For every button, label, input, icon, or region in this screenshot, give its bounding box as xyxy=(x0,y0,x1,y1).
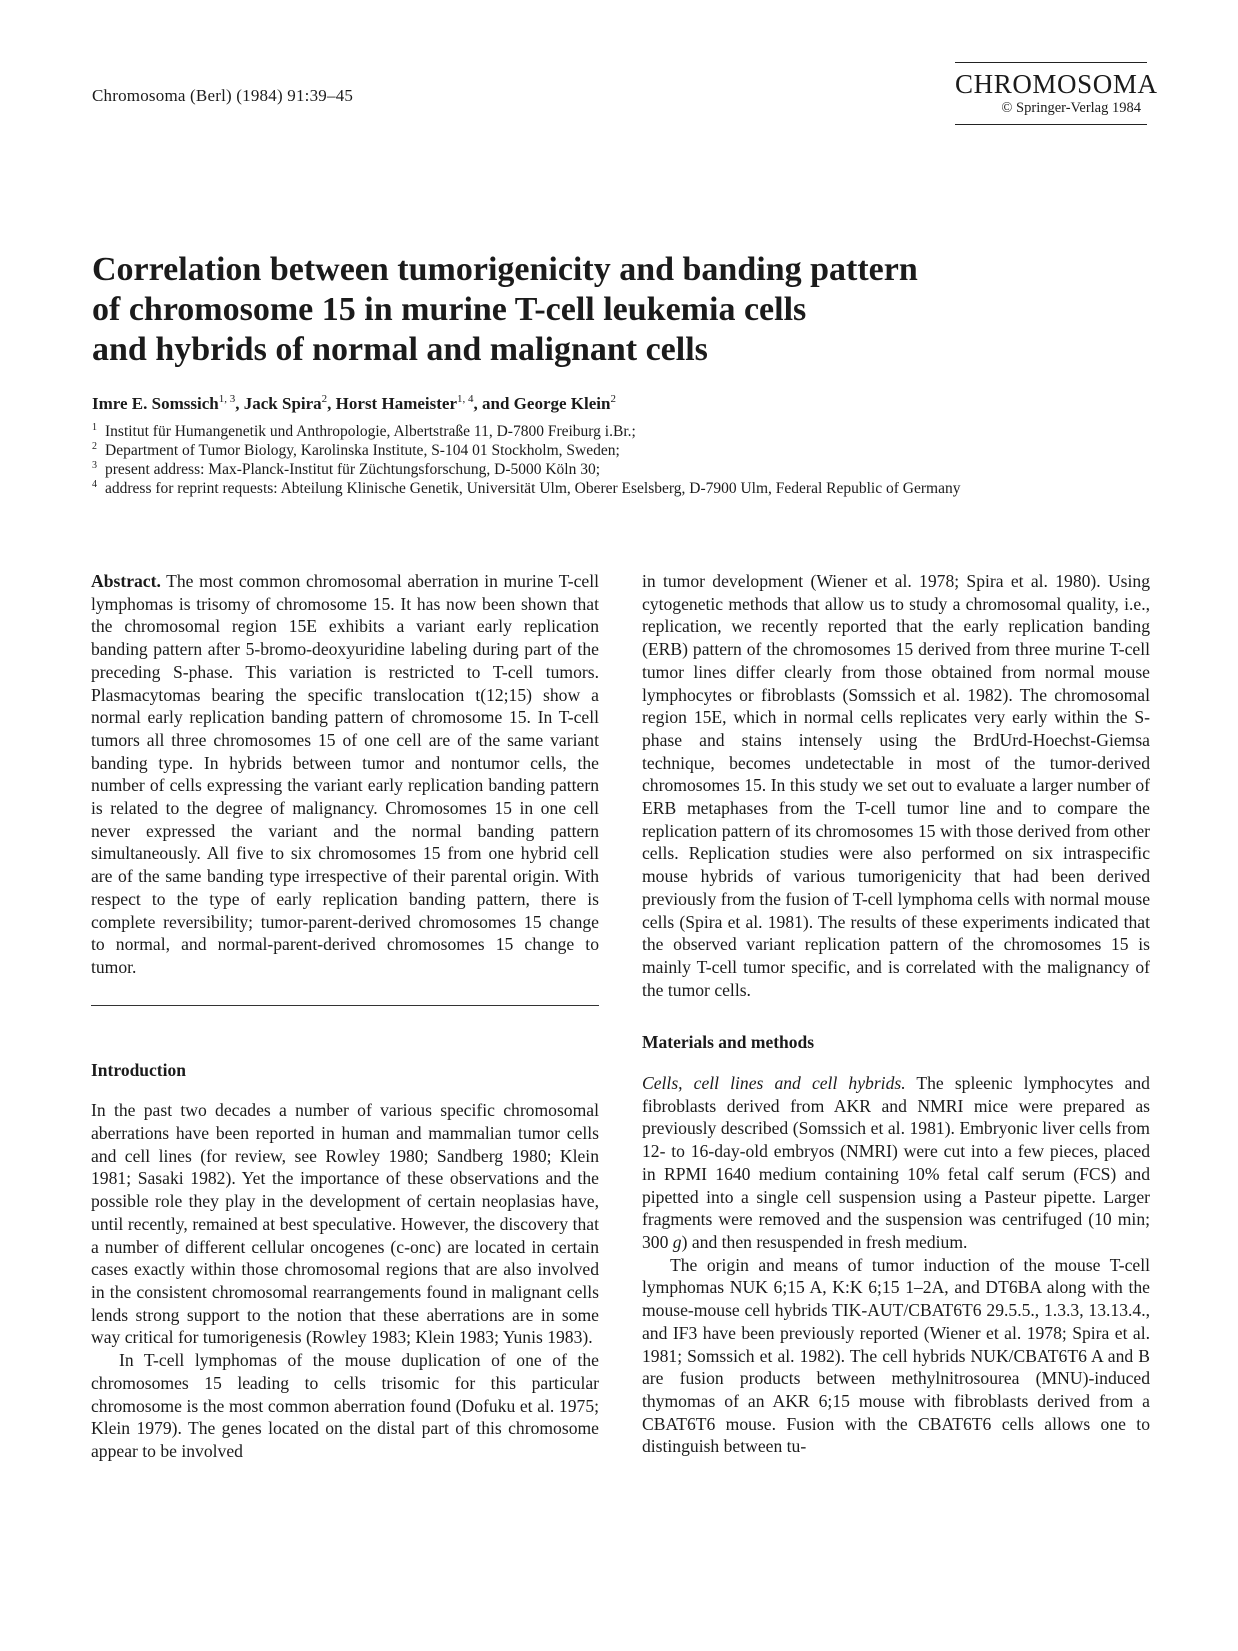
author-affiliation-marker: 1, 4 xyxy=(457,393,474,405)
author-name: Jack Spira xyxy=(243,394,322,413)
methods-unit: g xyxy=(672,1231,682,1252)
journal-masthead xyxy=(955,62,1158,125)
abstract-text: The most common chromosomal aberration in murine T-cell lymphomas is trisomy of chromosome 15. It has now been shown that the chromosomal region 15E exhibits a variant early replication banding pattern after 5-bromo-deoxyuridine labeling during part of the preceding S-phase. This variation is restricted to T-cell tumors. Plasmacytomas bearing the specific translocation t(12;15) show a normal early replication banding pattern of chromosome 15. In T-cell tumors all three chromosomes 15 of one cell are of the same variant banding type. In hybrids between tumor and nontumor cells, the number of cells expressing the variant early replication banding pattern is related to the degree of malignancy. Chromosomes 15 in one cell never expressed the variant and the normal banding pattern simultaneously. All five to six chromosomes 15 from one hybrid cell are of the same banding type irrespective of their parental origin. With respect to the type of early replication banding pattern, there is complete reversibility; tumor-parent-derived chromosomes 15 change to normal, and normal-parent-derived chromosomes 15 change to tumor. xyxy=(91,571,599,977)
abstract-label: Abstract. xyxy=(91,571,161,591)
author-affiliation-marker: 2 xyxy=(610,393,616,405)
article-title xyxy=(92,250,992,370)
author-separator: , and xyxy=(473,394,514,413)
affiliation-list xyxy=(92,422,1158,498)
methods-text: ) and then resuspended in fresh medium. xyxy=(681,1231,968,1252)
methods-text: The spleenic lymphocytes and fibroblasts derived from AKR and NMRI mice were prepared as previously described (Somssich et al. 1981). Embryonic liver cells from 12- to 16-day-old embryos (NMRI) were cut into a few pieces, placed in RPMI 1640 medium containing 10% fetal calf serum (FCS) and pipetted into a single cell suspension using a Pasteur pipette. Larger fragments were removed and the suspension was centrifuged (10 min; 300 xyxy=(642,1073,1150,1252)
affiliation-item xyxy=(92,441,1158,460)
author-separator: , xyxy=(327,394,336,413)
journal-title: CHROMOSOMA xyxy=(955,69,1158,99)
affiliation-number: 1 xyxy=(92,422,97,433)
affiliation-item xyxy=(92,479,1158,498)
author-name: George Klein xyxy=(513,394,611,413)
right-column xyxy=(642,570,1150,1458)
affiliation-text: present address: Max-Planck-Institut für Züchtungsforschung, D-5000 Köln 30; xyxy=(105,461,601,478)
journal-reference: Chromosoma (Berl) (1984) 91:39–45 xyxy=(92,86,354,105)
affiliation-text: Department of Tumor Biology, Karolinska Institute, S-104 01 Stockholm, Sweden; xyxy=(105,442,620,459)
title-line: Correlation between tumorigenicity and banding pattern xyxy=(92,251,918,288)
introduction-heading: Introduction xyxy=(91,1059,186,1080)
author-list xyxy=(92,394,616,414)
affiliation-text: Institut für Humangenetik und Anthropologie, Albertstraße 11, D-7800 Freiburg i.Br.; xyxy=(105,423,636,440)
affiliation-number: 2 xyxy=(92,441,97,452)
introduction-paragraph: In T-cell lymphomas of the mouse duplication of one of the chromosomes 15 leading to cells trisomic for this particular chromosome is the most common aberration found (Dofuku et al. 1975; Klein 1979). The genes located on the distal part of this chromosome appear to be involved xyxy=(91,1350,599,1461)
abstract-paragraph xyxy=(91,570,599,979)
introduction-paragraph: In the past two decades a number of various specific chromosomal aberrations have been reported in human and mammalian tumor cells and cell lines (for review, see Rowley 1980; Sandberg 1980; Klein 1981; Sasaki 1982). Yet the importance of these observations and the possible role they play in the development of certain neoplasias have, until recently, remained at best speculative. However, the discovery that a number of different cellular oncogenes (c-onc) are located in certain cases exactly within those chromosomal regions that are also involved in the consistent chromosomal rearrangements found in malignant cells lends strong support to the notion that these aberrations are in some way critical for tumorigenesis (Rowley 1983; Klein 1983; Yunis 1983). xyxy=(91,1100,599,1348)
copyright-notice: © Springer-Verlag 1984 xyxy=(1001,100,1141,116)
affiliation-number: 3 xyxy=(92,460,97,471)
title-line: and hybrids of normal and malignant cells xyxy=(92,331,708,368)
methods-paragraph: The origin and means of tumor induction of the mouse T-cell lymphomas NUK 6;15 A, K:K 6;15 1–2A, and DT6BA along with the mouse-mouse cell hybrids TIK-AUT/CBAT6T6 29.5.5., 1.3.3, 13.13.4., and IF3 have been previously reported (Wiener et al. 1978; Spira et al. 1981; Somssich et al. 1982). The cell hybrids NUK/CBAT6T6 A and B are fusion products between methylnitrosourea (MNU)-induced thymomas of an AKR 6;15 mouse with fibroblasts derived from a CBAT6T6 mouse. Fusion with the CBAT6T6 cells allows one to distinguish between tu- xyxy=(642,1254,1150,1457)
affiliation-text: address for reprint requests: Abteilung Klinische Genetik, Universität Ulm, Oberer Eselsberg, D-7900 Ulm, Federal Republic of Germany xyxy=(105,480,961,497)
author-affiliation-marker: 1, 3 xyxy=(218,393,236,405)
methods-paragraph xyxy=(642,1072,1150,1254)
affiliation-item xyxy=(92,460,1158,479)
author-affiliation-marker: 2 xyxy=(321,393,328,405)
author-name: Imre E. Somssich xyxy=(92,394,219,413)
author-name: Horst Hameister xyxy=(335,394,457,413)
materials-methods-heading: Materials and methods xyxy=(642,1032,815,1053)
affiliation-number: 4 xyxy=(92,479,97,490)
introduction-paragraph-continued: in tumor development (Wiener et al. 1978; Spira et al. 1980). Using cytogenetic methods that allow us to study a chromosomal quality, i.e., replication, we recently reported that the early replication banding (ERB) pattern of the chromosomes 15 derived from three murine T-cell tumor lines differ clearly from those obtained from normal mouse lymphocytes or fibroblasts (Somssich et al. 1982). The chromosomal region 15E, which in normal cells replicates very early within the S-phase and stains intensely using the BrdUrd-Hoechst-Giemsa technique, becomes undetectable in most of the tumor-derived chromosomes 15. In this study we set out to evaluate a larger number of ERB metaphases from the T-cell tumor line and to compare the replication pattern of its chromosomes 15 with those derived from other cells. Replication studies were also performed on six intraspecific mouse hybrids of various tumorigenicity that had been derived previously from the fusion of T-cell lymphoma cells with normal mouse cells (Spira et al. 1981). The results of these experiments indicated that the observed variant replication pattern of the chromosomes 15 is mainly T-cell tumor specific, and is correlated with the malignancy of the tumor cells. xyxy=(642,571,1150,1000)
affiliation-item xyxy=(92,422,1158,441)
methods-runin-heading: Cells, cell lines and cell hybrids. xyxy=(642,1073,906,1094)
author-separator: , xyxy=(235,394,244,413)
left-column xyxy=(91,570,599,1463)
abstract-divider xyxy=(91,1005,599,1006)
title-line: of chromosome 15 in murine T-cell leukemia cells xyxy=(92,291,807,328)
